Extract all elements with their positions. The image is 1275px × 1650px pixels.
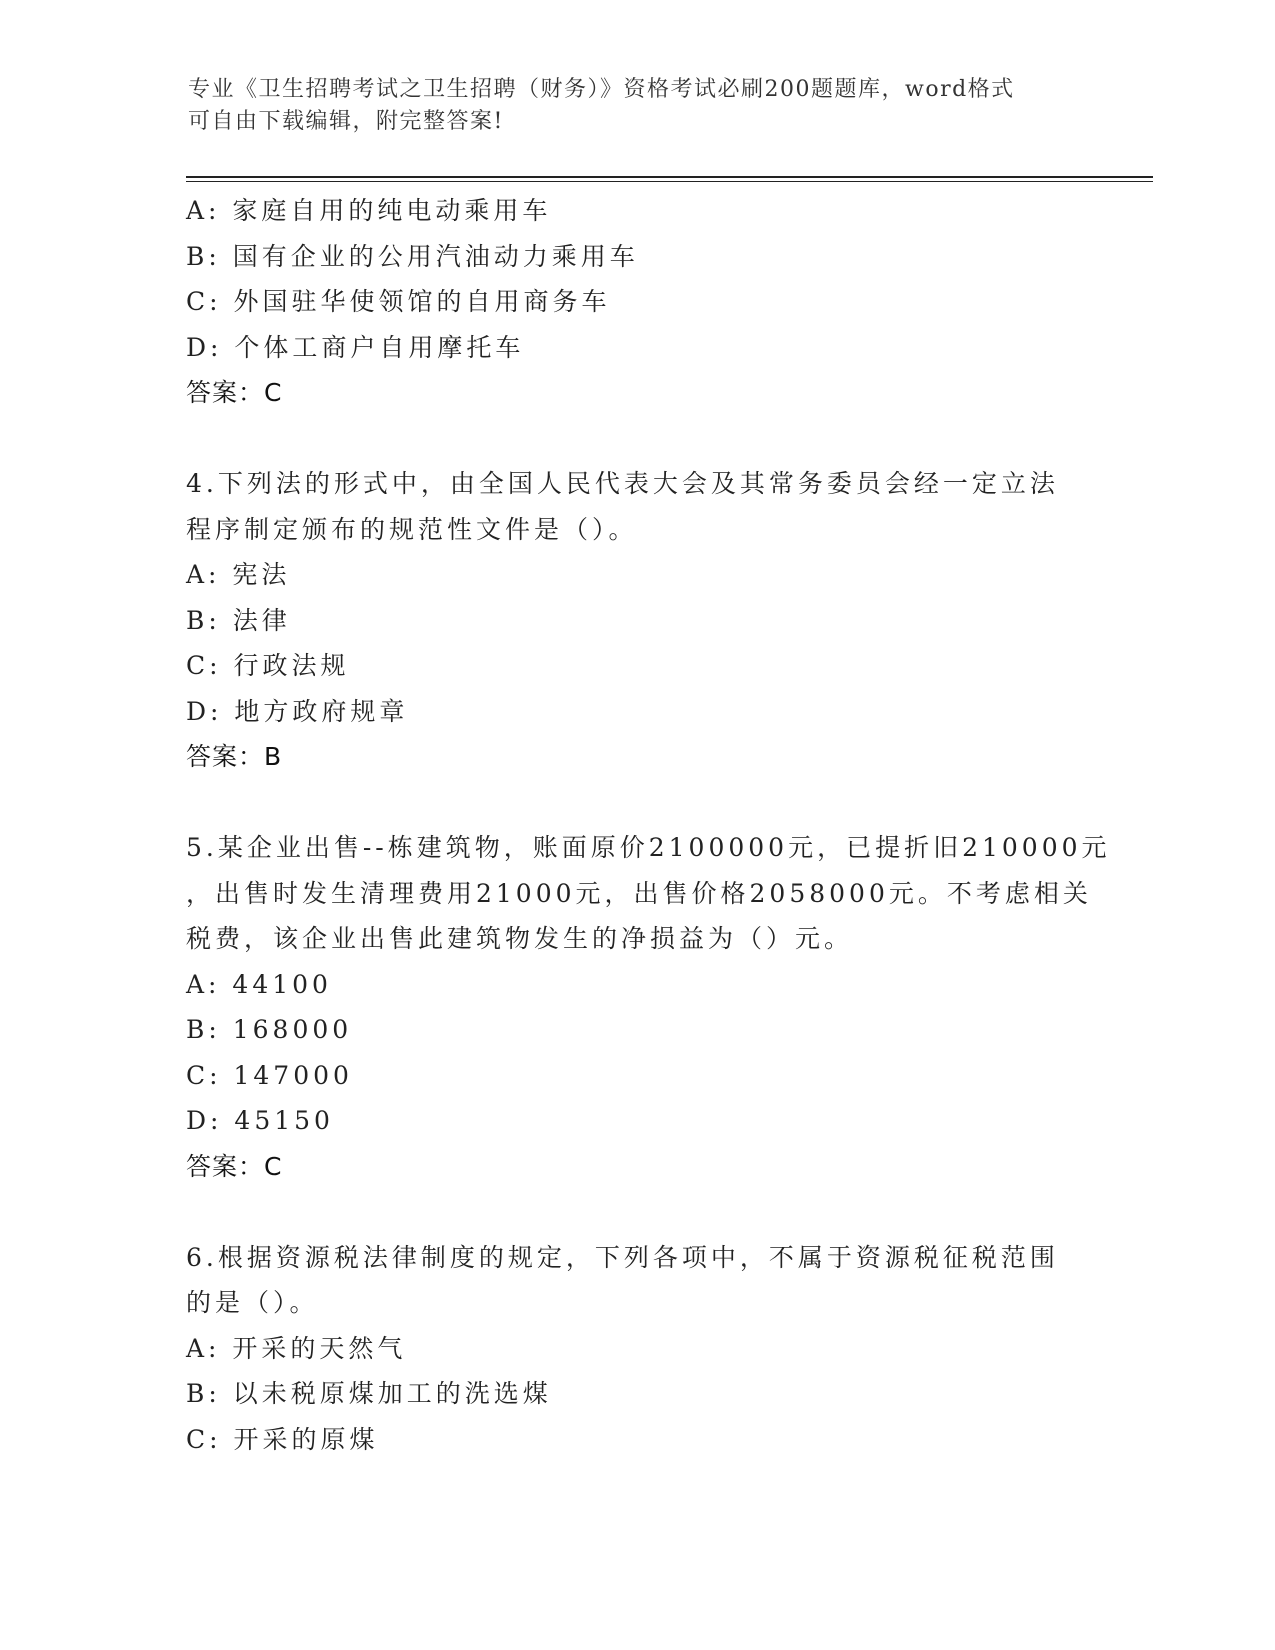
question-stem-line: 程序制定颁布的规范性文件是（）。	[186, 514, 638, 544]
spacer	[186, 1189, 1086, 1235]
document-header	[188, 74, 1088, 138]
option-b: B: 168000	[186, 1015, 353, 1044]
question-4	[186, 461, 1086, 780]
option-c: C: 行政法规	[186, 651, 350, 680]
option-a: A: 开采的天然气	[186, 1333, 407, 1363]
question-5	[186, 825, 1111, 1189]
question-stem-line: 税费，该企业出售此建筑物发生的净损益为（）元。	[186, 924, 854, 953]
header-line-1: 专业《卫生招聘考试之卫生招聘（财务）》资格考试必刷200题题库，word格式	[188, 77, 1015, 102]
question-6	[186, 1235, 1086, 1463]
option-a: A: 宪法	[186, 560, 291, 589]
option-d: D: 个体工商户自用摩托车	[186, 332, 525, 362]
header-divider-thin	[186, 181, 1153, 182]
answer-line: 答案：C	[186, 1151, 283, 1181]
question-stem-line: 6.根据资源税法律制度的规定，下列各项中，不属于资源税征税范围	[186, 1242, 1059, 1272]
option-b: B: 法律	[186, 605, 291, 635]
question-stem-line: 4.下列法的形式中，由全国人民代表大会及其常务委员会经一定立法	[186, 469, 1059, 498]
spacer	[186, 780, 1086, 826]
option-a: A: 家庭自用的纯电动乘用车	[186, 196, 552, 225]
question-stem-line: ，出售时发生清理费用21000元，出售价格2058000元。不考虑相关	[186, 878, 1092, 908]
question-3	[186, 188, 1086, 416]
spacer	[186, 416, 1086, 462]
answer-line: 答案：B	[186, 742, 283, 771]
question-stem-line: 的是（）。	[186, 1288, 319, 1317]
option-b: B: 国有企业的公用汽油动力乘用车	[186, 241, 639, 271]
option-d: D: 45150	[186, 1106, 334, 1135]
option-d: D: 地方政府规章	[186, 696, 409, 726]
question-list	[186, 188, 1111, 1462]
header-line-2: 可自由下载编辑，附完整答案!	[188, 109, 504, 134]
option-b: B: 以未税原煤加工的洗选煤	[186, 1379, 552, 1408]
option-c: C: 外国驻华使领馆的自用商务车	[186, 287, 611, 316]
option-c: C: 147000	[186, 1060, 353, 1090]
option-a: A: 44100	[186, 969, 332, 999]
header-divider-thick	[186, 176, 1153, 178]
option-c: C: 开采的原煤	[186, 1424, 379, 1454]
question-stem-line: 5.某企业出售--栋建筑物，账面原价2100000元，已提折旧210000元	[186, 833, 1111, 862]
answer-line: 答案：C	[186, 378, 283, 407]
